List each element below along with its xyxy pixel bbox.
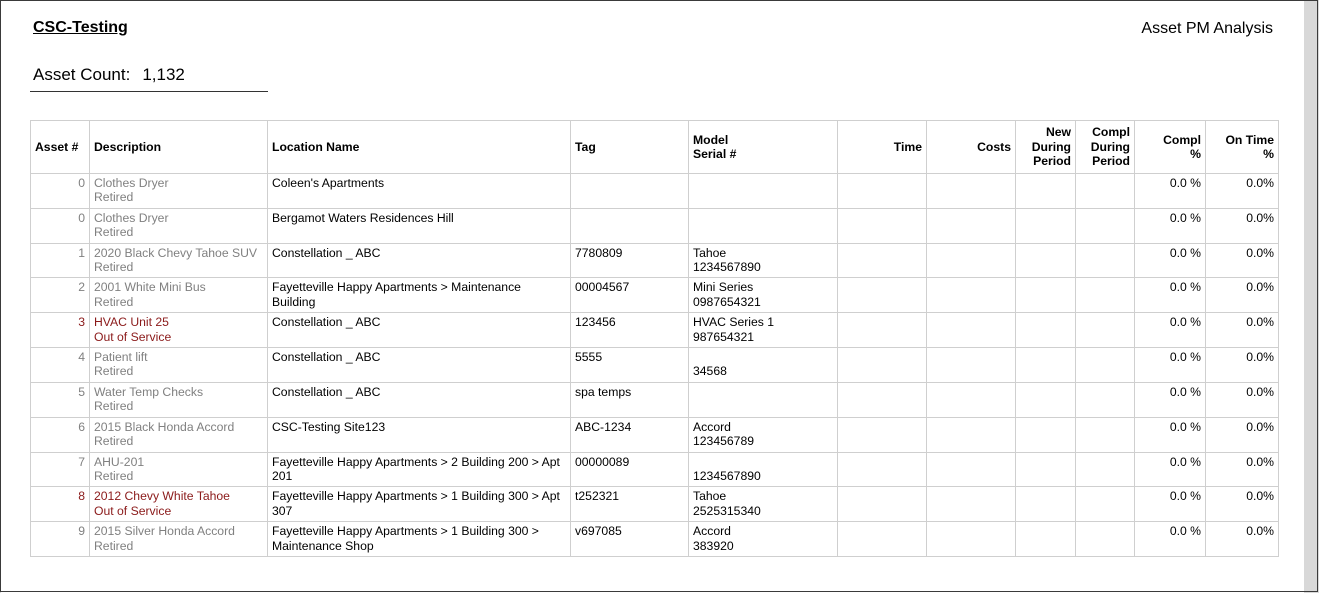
cell-new-during-period — [1016, 278, 1076, 313]
table-row — [31, 348, 1279, 383]
cell-compl-during-period — [1076, 243, 1135, 278]
cell-time — [838, 452, 927, 487]
cell-asset-number: 1 — [31, 243, 90, 278]
cell-time — [838, 313, 927, 348]
cell-tag: 5555 — [571, 348, 689, 383]
asset-description: 2012 Chevy White Tahoe — [94, 489, 230, 504]
cell-time — [838, 208, 927, 243]
cell-asset-number: 8 — [31, 487, 90, 522]
table-row — [31, 174, 1279, 209]
col-compl-pct-label-2: % — [1190, 147, 1201, 161]
asset-status: Retired — [94, 468, 134, 483]
asset-model — [693, 211, 833, 225]
asset-description: Patient lift — [94, 350, 148, 365]
asset-status: Retired — [94, 399, 134, 414]
cell-compl-percent: 0.0 % — [1135, 208, 1206, 243]
asset-status: Retired — [94, 434, 134, 449]
cell-compl-percent: 0.0 % — [1135, 522, 1206, 557]
col-new-label-1: New — [1045, 125, 1071, 140]
cell-description — [90, 348, 268, 383]
cell-time — [838, 417, 927, 452]
cell-new-during-period — [1016, 348, 1076, 383]
cell-costs — [927, 452, 1016, 487]
asset-model: Tahoe — [693, 489, 727, 504]
col-ontime-label-2: % — [1263, 147, 1274, 161]
col-tag: Tag — [571, 121, 689, 174]
asset-status: Retired — [94, 225, 134, 240]
cell-costs — [927, 243, 1016, 278]
col-time: Time — [838, 121, 927, 174]
cell-on-time-percent: 0.0% — [1206, 487, 1279, 522]
cell-new-during-period — [1016, 382, 1076, 417]
col-location-name: Location Name — [268, 121, 571, 174]
asset-description: 2015 Black Honda Accord — [94, 419, 235, 434]
asset-model: Tahoe — [693, 245, 727, 260]
cell-on-time-percent: 0.0% — [1206, 208, 1279, 243]
cell-on-time-percent: 0.0% — [1206, 243, 1279, 278]
cell-on-time-percent: 0.0% — [1206, 278, 1279, 313]
col-compl-dp-label-3: Period — [1092, 154, 1130, 169]
table-row — [31, 243, 1279, 278]
cell-new-during-period — [1016, 313, 1076, 348]
asset-model: Accord — [693, 524, 731, 539]
cell-model-serial — [689, 382, 838, 417]
asset-status: Retired — [94, 364, 134, 379]
cell-new-during-period — [1016, 522, 1076, 557]
asset-serial: 0987654321 — [693, 294, 761, 309]
cell-time — [838, 522, 927, 557]
cell-location-name: Fayetteville Happy Apartments > 2 Building 200 > Apt 201 — [268, 452, 571, 487]
cell-time — [838, 487, 927, 522]
cell-tag — [571, 174, 689, 209]
asset-status: Out of Service — [94, 503, 172, 518]
asset-model: Mini Series — [693, 280, 754, 295]
cell-description — [90, 208, 268, 243]
cell-location-name: Coleen's Apartments — [268, 174, 571, 209]
cell-location-name: Fayetteville Happy Apartments > 1 Building 300 > Apt 307 — [268, 487, 571, 522]
table-row — [31, 522, 1279, 557]
asset-count — [30, 65, 268, 92]
cell-tag: 00004567 — [571, 278, 689, 313]
cell-on-time-percent: 0.0% — [1206, 313, 1279, 348]
cell-time — [838, 348, 927, 383]
asset-serial: 383920 — [693, 538, 734, 553]
cell-description — [90, 174, 268, 209]
report-title: Asset PM Analysis — [1141, 20, 1273, 37]
cell-compl-during-period — [1076, 382, 1135, 417]
asset-count-value: 1,132 — [142, 65, 185, 84]
cell-compl-during-period — [1076, 278, 1135, 313]
asset-model — [693, 385, 833, 399]
cell-compl-percent: 0.0 % — [1135, 243, 1206, 278]
asset-description: 2001 White Mini Bus — [94, 280, 206, 295]
cell-description — [90, 452, 268, 487]
table-row — [31, 382, 1279, 417]
cell-time — [838, 382, 927, 417]
cell-new-during-period — [1016, 417, 1076, 452]
col-new-during-period — [1016, 121, 1076, 174]
cell-time — [838, 243, 927, 278]
col-model-serial — [689, 121, 838, 174]
asset-description: Clothes Dryer — [94, 210, 169, 225]
cell-tag: v697085 — [571, 522, 689, 557]
table-row — [31, 313, 1279, 348]
company-name[interactable]: CSC-Testing — [33, 19, 128, 36]
cell-compl-percent: 0.0 % — [1135, 382, 1206, 417]
asset-serial: 2525315340 — [693, 503, 761, 518]
cell-location-name: Bergamot Waters Residences Hill — [268, 208, 571, 243]
cell-on-time-percent: 0.0% — [1206, 522, 1279, 557]
col-new-label-2: During — [1031, 139, 1071, 154]
cell-compl-percent: 0.0 % — [1135, 452, 1206, 487]
cell-on-time-percent: 0.0% — [1206, 452, 1279, 487]
cell-asset-number: 2 — [31, 278, 90, 313]
cell-tag: 00000089 — [571, 452, 689, 487]
cell-compl-during-period — [1076, 487, 1135, 522]
asset-description: 2015 Silver Honda Accord — [94, 524, 235, 539]
cell-costs — [927, 278, 1016, 313]
cell-asset-number: 9 — [31, 522, 90, 557]
cell-tag: spa temps — [571, 382, 689, 417]
cell-asset-number: 5 — [31, 382, 90, 417]
cell-description — [90, 278, 268, 313]
cell-description — [90, 382, 268, 417]
asset-model — [693, 455, 833, 469]
asset-count-label: Asset Count: — [33, 65, 131, 84]
cell-compl-during-period — [1076, 313, 1135, 348]
asset-serial: 1234567890 — [693, 468, 761, 483]
asset-serial: 987654321 — [693, 329, 755, 344]
cell-tag: 7780809 — [571, 243, 689, 278]
cell-costs — [927, 522, 1016, 557]
col-serial-label: Serial # — [693, 147, 737, 161]
report-page — [1, 1, 1304, 593]
cell-location-name: Constellation _ ABC — [268, 313, 571, 348]
cell-compl-percent: 0.0 % — [1135, 278, 1206, 313]
asset-description: Water Temp Checks — [94, 384, 204, 399]
cell-new-during-period — [1016, 452, 1076, 487]
cell-model-serial — [689, 243, 838, 278]
table-row — [31, 452, 1279, 487]
asset-status: Retired — [94, 538, 134, 553]
asset-status: Retired — [94, 190, 134, 205]
cell-compl-percent: 0.0 % — [1135, 313, 1206, 348]
cell-asset-number: 3 — [31, 313, 90, 348]
cell-location-name: Constellation _ ABC — [268, 382, 571, 417]
asset-model: Accord — [693, 419, 731, 434]
cell-time — [838, 278, 927, 313]
col-asset-number: Asset # — [31, 121, 90, 174]
asset-status: Retired — [94, 294, 134, 309]
asset-serial: 1234567890 — [693, 260, 761, 275]
cell-description — [90, 487, 268, 522]
table-row — [31, 208, 1279, 243]
cell-compl-percent: 0.0 % — [1135, 174, 1206, 209]
col-model-label: Model — [693, 132, 729, 147]
col-compl-percent — [1135, 121, 1206, 174]
asset-table — [30, 120, 1279, 557]
cell-costs — [927, 487, 1016, 522]
table-header-row — [31, 121, 1279, 174]
cell-tag: t252321 — [571, 487, 689, 522]
asset-model — [693, 176, 833, 190]
cell-costs — [927, 313, 1016, 348]
asset-status: Out of Service — [94, 329, 172, 344]
cell-costs — [927, 382, 1016, 417]
col-compl-pct-label-1: Compl — [1163, 132, 1201, 147]
table-row — [31, 487, 1279, 522]
cell-model-serial — [689, 313, 838, 348]
cell-location-name: Constellation _ ABC — [268, 348, 571, 383]
cell-on-time-percent: 0.0% — [1206, 348, 1279, 383]
asset-model — [693, 350, 833, 364]
cell-asset-number: 0 — [31, 174, 90, 209]
cell-model-serial — [689, 278, 838, 313]
cell-location-name: CSC-Testing Site123 — [268, 417, 571, 452]
col-compl-dp-label-2: During — [1090, 139, 1130, 154]
cell-asset-number: 4 — [31, 348, 90, 383]
table-row — [31, 417, 1279, 452]
asset-description: Clothes Dryer — [94, 176, 169, 190]
cell-tag: ABC-1234 — [571, 417, 689, 452]
asset-serial: 34568 — [693, 364, 727, 379]
cell-location-name: Fayetteville Happy Apartments > Maintenance Building — [268, 278, 571, 313]
cell-model-serial — [689, 487, 838, 522]
cell-location-name: Constellation _ ABC — [268, 243, 571, 278]
cell-location-name: Fayetteville Happy Apartments > 1 Building 300 > Maintenance Shop — [268, 522, 571, 557]
cell-tag — [571, 208, 689, 243]
col-on-time-percent — [1206, 121, 1279, 174]
cell-compl-during-period — [1076, 208, 1135, 243]
cell-compl-during-period — [1076, 452, 1135, 487]
asset-description: HVAC Unit 25 — [94, 315, 169, 330]
cell-asset-number: 6 — [31, 417, 90, 452]
cell-description — [90, 243, 268, 278]
cell-costs — [927, 417, 1016, 452]
cell-costs — [927, 174, 1016, 209]
cell-compl-during-period — [1076, 348, 1135, 383]
asset-description: 2020 Black Chevy Tahoe SUV — [94, 245, 258, 260]
asset-serial: 123456789 — [693, 434, 755, 449]
cell-new-during-period — [1016, 243, 1076, 278]
cell-compl-during-period — [1076, 174, 1135, 209]
col-description: Description — [90, 121, 268, 174]
cell-model-serial — [689, 417, 838, 452]
cell-description — [90, 313, 268, 348]
cell-compl-during-period — [1076, 417, 1135, 452]
col-compl-dp-label-1: Compl — [1092, 125, 1130, 140]
cell-on-time-percent: 0.0% — [1206, 382, 1279, 417]
cell-compl-during-period — [1076, 522, 1135, 557]
cell-costs — [927, 348, 1016, 383]
cell-tag: 123456 — [571, 313, 689, 348]
cell-model-serial — [689, 208, 838, 243]
col-compl-during-period — [1076, 121, 1135, 174]
cell-model-serial — [689, 174, 838, 209]
cell-new-during-period — [1016, 208, 1076, 243]
cell-new-during-period — [1016, 174, 1076, 209]
cell-description — [90, 417, 268, 452]
cell-time — [838, 174, 927, 209]
col-ontime-label-1: On Time — [1225, 132, 1274, 147]
cell-asset-number: 7 — [31, 452, 90, 487]
cell-asset-number: 0 — [31, 208, 90, 243]
cell-compl-percent: 0.0 % — [1135, 348, 1206, 383]
table-row — [31, 278, 1279, 313]
col-new-label-3: Period — [1033, 154, 1071, 169]
cell-new-during-period — [1016, 487, 1076, 522]
cell-description — [90, 522, 268, 557]
cell-model-serial — [689, 452, 838, 487]
cell-model-serial — [689, 522, 838, 557]
cell-compl-percent: 0.0 % — [1135, 417, 1206, 452]
asset-model: HVAC Series 1 — [693, 315, 775, 330]
cell-on-time-percent: 0.0% — [1206, 417, 1279, 452]
cell-costs — [927, 208, 1016, 243]
cell-compl-percent: 0.0 % — [1135, 487, 1206, 522]
asset-description: AHU-201 — [94, 454, 145, 469]
cell-model-serial — [689, 348, 838, 383]
asset-status: Retired — [94, 260, 134, 275]
cell-on-time-percent: 0.0% — [1206, 174, 1279, 209]
col-costs: Costs — [927, 121, 1016, 174]
